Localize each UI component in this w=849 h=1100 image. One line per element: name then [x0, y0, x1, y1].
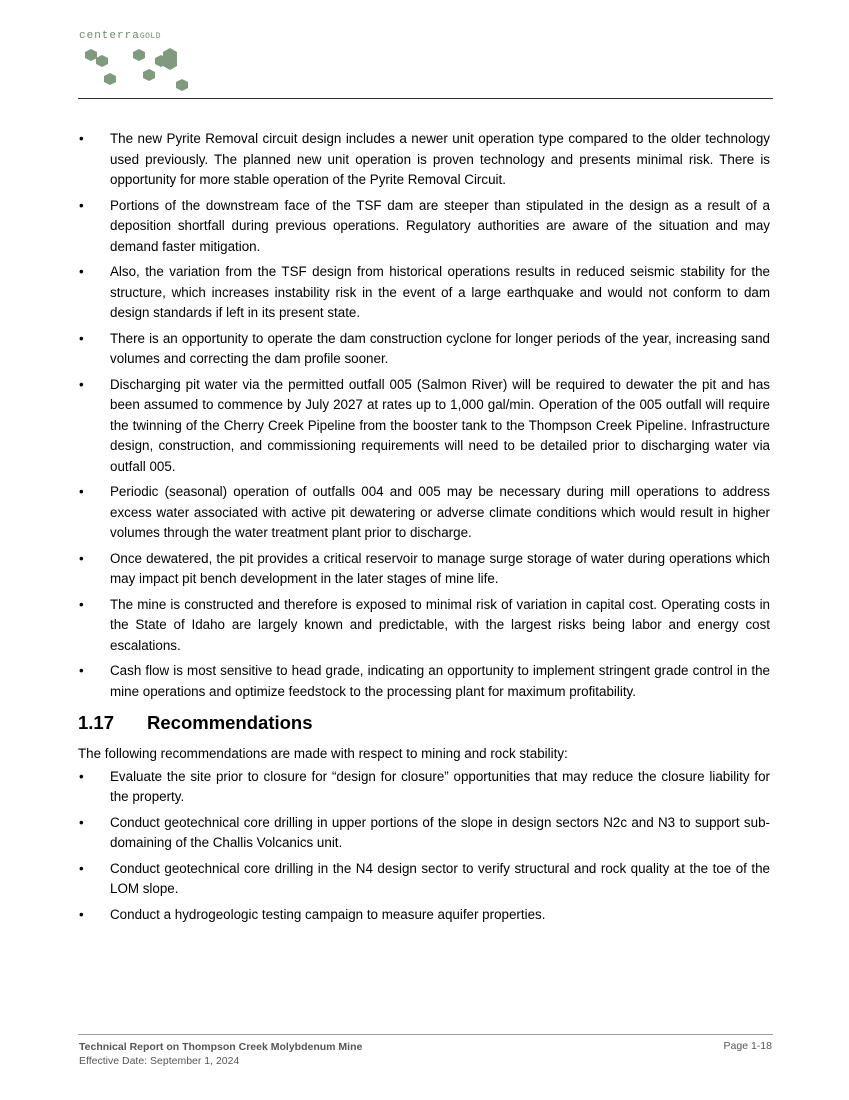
header-divider: [78, 98, 773, 99]
list-item-text: There is an opportunity to operate the dam construction cyclone for longer periods of the year, increasing sand volumes and correcting the dam profile sooner.: [110, 330, 770, 366]
footer-report-title: Technical Report on Thompson Creek Molybdenum Mine: [79, 1041, 363, 1053]
logo-main-text: centerra: [79, 30, 140, 42]
footer-effective-date: Effective Date: September 1, 2024: [79, 1055, 240, 1067]
list-item-text: Cash flow is most sensitive to head grade, indicating an opportunity to implement stringent grade control in the mine operations and optimize feedstock to the processing plant for maximum profitability.: [110, 663, 770, 699]
section-number: 1.17: [78, 712, 115, 733]
bullet-icon: •: [79, 330, 84, 346]
list-item-text: Once dewatered, the pit provides a critical reservoir to manage surge storage of water during operations which may impact pit bench development in the later stages of mine life.: [110, 550, 770, 586]
section-heading: [78, 711, 770, 735]
risk-opportunity-list: [78, 129, 770, 702]
list-item-text: Discharging pit water via the permitted outfall 005 (Salmon River) will be required to dewater the pit and has been assumed to commence by July 2027 at rates up to 1,000 gal/min. Operation of the 005 outfall will require the twinning of the Cherry Creek Pipeline from the booster tank to the Thompson Creek Pipeline. Infrastructure design, construction, and commissioning requirements will need to be detailed prior to discharging water via outfall 005.: [110, 376, 770, 474]
section-title: Recommendations: [147, 712, 313, 733]
section-intro: The following recommendations are made with respect to mining and rock stability:: [78, 746, 568, 761]
bullet-icon: •: [79, 484, 84, 499]
bullet-icon: •: [79, 860, 84, 876]
list-item: [78, 549, 770, 590]
list-item-text: The new Pyrite Removal circuit design includes a newer unit operation type compared to the older technology used previously. The planned new unit operation is proven technology and presents minimal risk. There is opportunity for more stable operation of the Pyrite Removal Circuit.: [110, 131, 770, 187]
bullet-icon: •: [79, 197, 84, 213]
list-item: [78, 196, 770, 258]
bullet-icon: •: [79, 814, 84, 830]
list-item-text: Periodic (seasonal) operation of outfalls 004 and 005 may be necessary during mill operations to address excess water associated with active pit dewatering or adverse climate conditions which would result in higher volumes through the water treatment plant prior to discharge.: [110, 484, 770, 540]
list-item: [78, 767, 770, 808]
bullet-icon: •: [79, 376, 84, 392]
bullet-icon: •: [79, 906, 84, 922]
footer-divider: [78, 1034, 773, 1035]
bullet-icon: •: [79, 663, 84, 678]
list-item: [78, 262, 770, 324]
recommendations-list: [78, 767, 770, 926]
page-number: Page 1-18: [723, 1040, 772, 1052]
list-item: [78, 859, 770, 900]
hexagon-logo-icon: [79, 44, 199, 94]
list-item-text: Conduct geotechnical core drilling in the N4 design sector to verify structural and rock quality at the toe of the LOM slope.: [110, 860, 770, 896]
list-item-text: Also, the variation from the TSF design from historical operations results in reduced seismic stability for the structure, which increases instability risk in the event of a large earthquake and would not conform to dam design standards if left in its present state.: [110, 264, 770, 320]
list-item-text: Conduct a hydrogeologic testing campaign to measure aquifer properties.: [110, 906, 546, 922]
footer-info: [79, 1040, 362, 1068]
list-item-text: Portions of the downstream face of the TSF dam are steeper than stipulated in the design as a result of a deposition shortfall during previous operations. Regulatory authorities are aware of the situation and may demand faster mitigation.: [110, 197, 770, 254]
list-item: [78, 329, 770, 370]
company-logo-wordmark: [79, 30, 161, 42]
list-item: [78, 813, 770, 854]
page-body: [78, 129, 770, 930]
list-item: [78, 595, 770, 657]
list-item-text: The mine is constructed and therefore is exposed to minimal risk of variation in capital cost. Operating costs in the State of Idaho are largely known and predictable, with the largest risks being labor and energy cost escalations.: [110, 596, 770, 653]
list-item: [78, 661, 770, 702]
bullet-icon: •: [79, 264, 84, 279]
bullet-icon: •: [79, 596, 84, 612]
list-item: [78, 375, 770, 478]
list-item-text: Conduct geotechnical core drilling in upper portions of the slope in design sectors N2c and N3 to support sub-domaining of the Challis Volcanics unit.: [110, 814, 770, 850]
bullet-icon: •: [79, 768, 84, 784]
logo-suffix-text: GOLD: [139, 32, 162, 41]
bullet-icon: •: [79, 550, 84, 566]
list-item: [78, 905, 770, 926]
list-item-text: Evaluate the site prior to closure for “design for closure” opportunities that may reduce the closure liability for the property.: [110, 768, 770, 804]
list-item: [78, 129, 770, 191]
list-item: [78, 482, 770, 544]
bullet-icon: •: [79, 131, 84, 146]
